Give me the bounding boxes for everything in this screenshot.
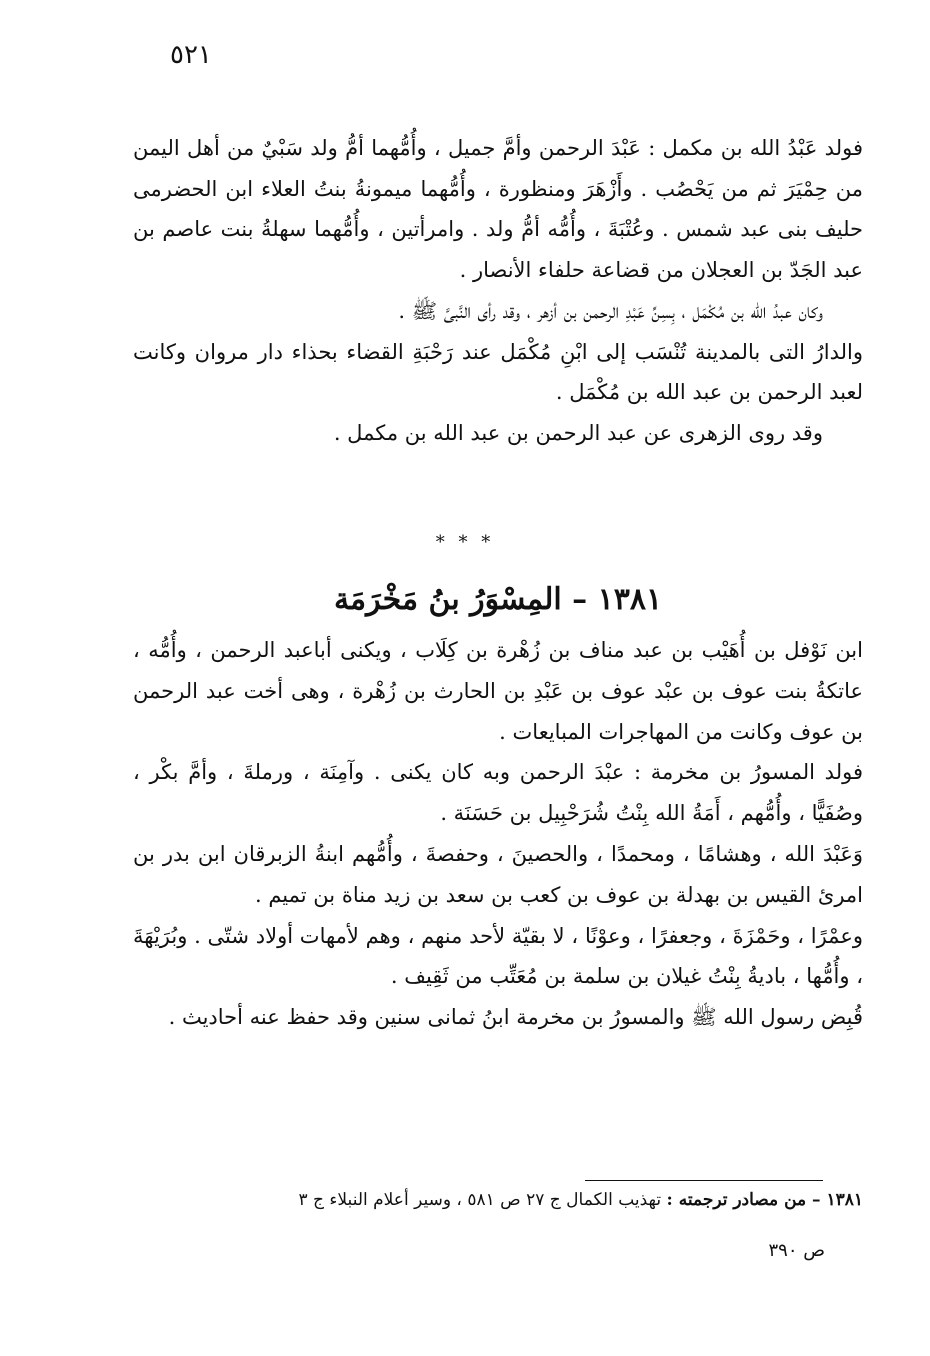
paragraph: ابن نَوْفل بن أُهَيْب بن عبد مناف بن زُهْرة بن كِلَاب ، ويكنى أباعبد الرحمن ، وأُمُّه ، عاتكةُ بنت عوف بن عبْد عوف بن عَبْدِ بن الحارث بن زُهْرة ، وهى أخت عبد الرحمن بن عوف وكانت من المهاجرات المبايعات . (133, 638, 863, 744)
paragraph: فولد المسورُ بن مخرمة : عبْدَ الرحمن وبه كان يكنى . وآمِنَة ، ورملةَ ، وأمَّ بكْر ، وصُفَيًّا ، وأُمُّهم ، أَمَةُ الله بِنْتُ شُرَحْبِيل بن حَسَنَة . (133, 760, 863, 826)
entry-heading: ١٣٨١ – المِسْوَرُ بنُ مَخْرَمَة (333, 582, 663, 617)
section-separator: * * * (435, 532, 495, 553)
page-number: ٥٢١ (170, 40, 212, 70)
footnote (133, 1190, 863, 1210)
footnote-divider (585, 1180, 823, 1181)
paragraph: فولد عَبْدُ الله بن مكمل : عَبْدَ الرحمن وأمَّ جميل ، وأُمُّهما أمُّ ولد سَبْيٌ من أهل اليمن من حِمْيَرَ ثم من يَحْصُب . وأَزْهَرَ ومنظورة ، وأُمُّهما ميمونةُ بنتُ العلاء ابن الحضرمى حليف بنى عبد شمس . وعُتْبَةَ ، وأُمُّه أمُّ ولد . وامرأتين ، وأُمُّهما سهلةُ بنت عاصم بن عبد الجَدّ بن العجلان من قضاعة حلفاء الأنصار . (133, 136, 863, 283)
footnote-label: ١٣٨١ – من مصادر ترجمته : (666, 1190, 863, 1210)
paragraph: وقد روى الزهرى عن عبد الرحمن بن عبد الله بن مكمل . (333, 420, 823, 445)
paragraph: وكان عبدُ الله بن مُكْمَل ، بِسِنِّ عَبْدِ الرحمن بن أزهر ، وقد رأى النَّبىَّ ﷺ . (398, 298, 823, 323)
entry-text (133, 630, 863, 1038)
paragraph: قُبِض رسول الله ﷺ والمسورُ بن مخرمة ابنُ ثمانى سنين وقد حفظ عنه أحاديث . (168, 1005, 863, 1030)
paragraph: وعمْرًا ، وحَمْزَةَ ، وجعفرًا ، وعوْنًا ، لا بقيّة لأحد منهم ، وهم لأمهات أولاد شتّى . وبُرَيْهَةَ ، وأُمُّها ، باديةُ بِنْتُ غيلان بن سلمة بن مُعَتِّب من ثَقِيف . (133, 923, 863, 989)
page-reference: ص ٣٩٠ (768, 1240, 825, 1261)
intro-text (133, 128, 863, 454)
paragraph: وَعَبْدَ الله ، وهشامًا ، ومحمدًا ، والحصينَ ، وحفصةَ ، وأُمُّهم ابنةُ الزبرقان ابن بدر بن امرئ القيس بن بهدلة بن عوف بن كعب بن سعد بن زيد مناة بن تميم . (133, 841, 863, 907)
footnote-text: تهذيب الكمال ج ٢٧ ص ٥٨١ ، وسير أعلام النبلاء ج ٣ (298, 1190, 662, 1210)
paragraph: والدارُ التى بالمدينة تُنْسَب إلى ابْنِ مُكْمَل عند رَحْبَةِ القضاء بحذاء دار مروان وكانت لعبد الرحمن بن عبد الله بن مُكْمَل . (133, 339, 863, 405)
